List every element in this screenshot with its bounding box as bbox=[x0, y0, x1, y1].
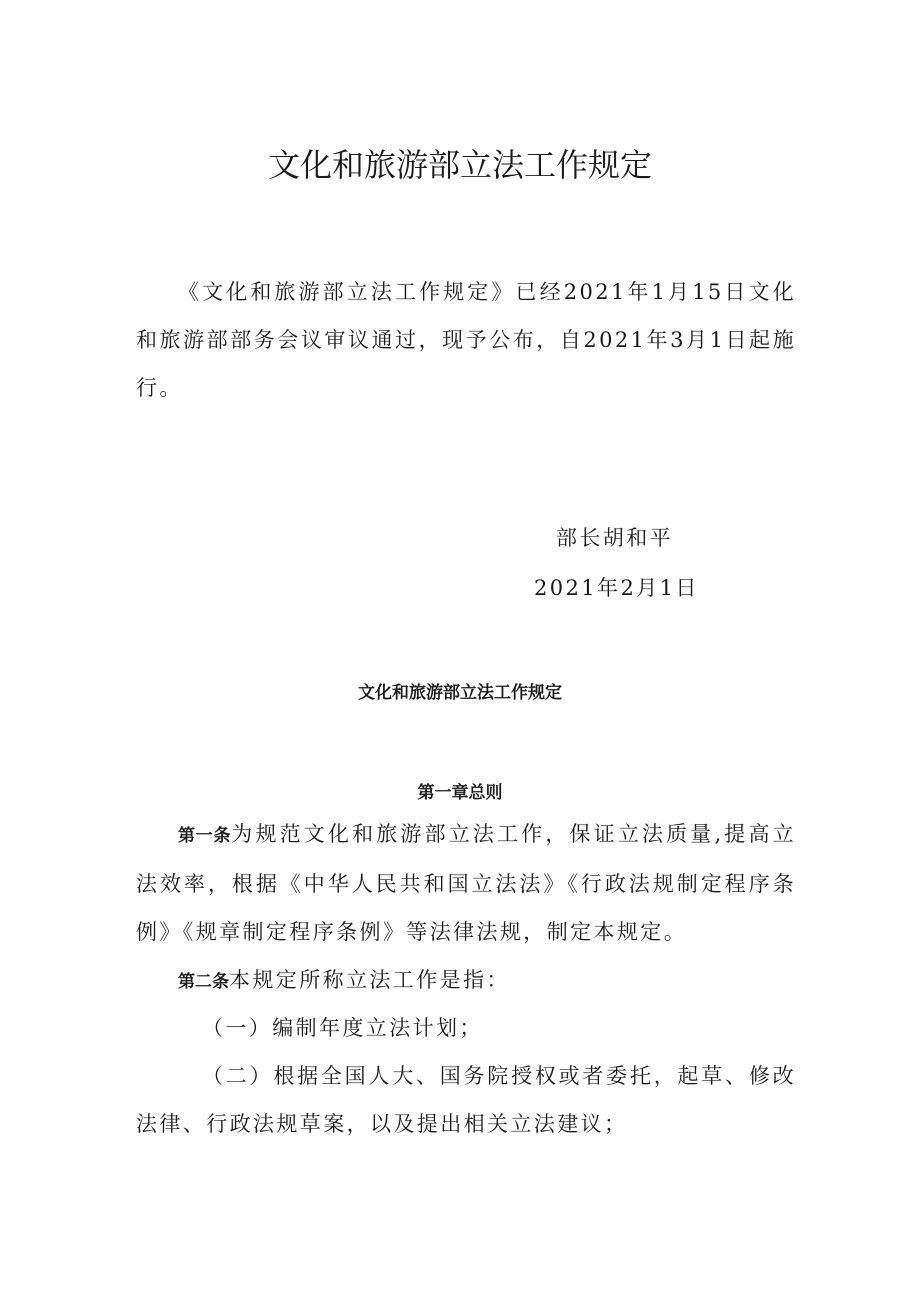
article-1-label: 第一条 bbox=[178, 826, 232, 846]
article-2 bbox=[136, 956, 796, 1006]
article-1 bbox=[136, 810, 796, 956]
minister-signature: 部长胡和平 bbox=[556, 526, 673, 550]
article-1-text: 为规范文化和旅游部立法工作，保证立法质量,提高立法效率，根据《中华人民共和国立法法》《行政法规制定程序条例》《规章制定程序条例》等法律法规，制定本规定。 bbox=[136, 822, 796, 944]
article-2-text: 本规定所称立法工作是指： bbox=[229, 968, 510, 992]
document-title: 文化和旅游部立法工作规定 bbox=[267, 146, 652, 184]
list-item: （一）编制年度立法计划； bbox=[202, 1016, 483, 1040]
regulation-title: 文化和旅游部立法工作规定 bbox=[358, 683, 562, 703]
article-2-label: 第二条 bbox=[178, 972, 229, 992]
promulgation-paragraph: 《文化和旅游部立法工作规定》已经2021年1月15日文化和旅游部部务会议审议通过，现予公布，自2021年3月1日起施行。 bbox=[136, 280, 796, 400]
chapter-heading: 第一章总则 bbox=[417, 783, 503, 803]
list-item: （二）根据全国人大、国务院授权或者委托，起草、修改法律、行政法规草案，以及提出相关立法建议； bbox=[136, 1064, 796, 1136]
promulgation-date: 2021年2月1日 bbox=[534, 576, 699, 600]
